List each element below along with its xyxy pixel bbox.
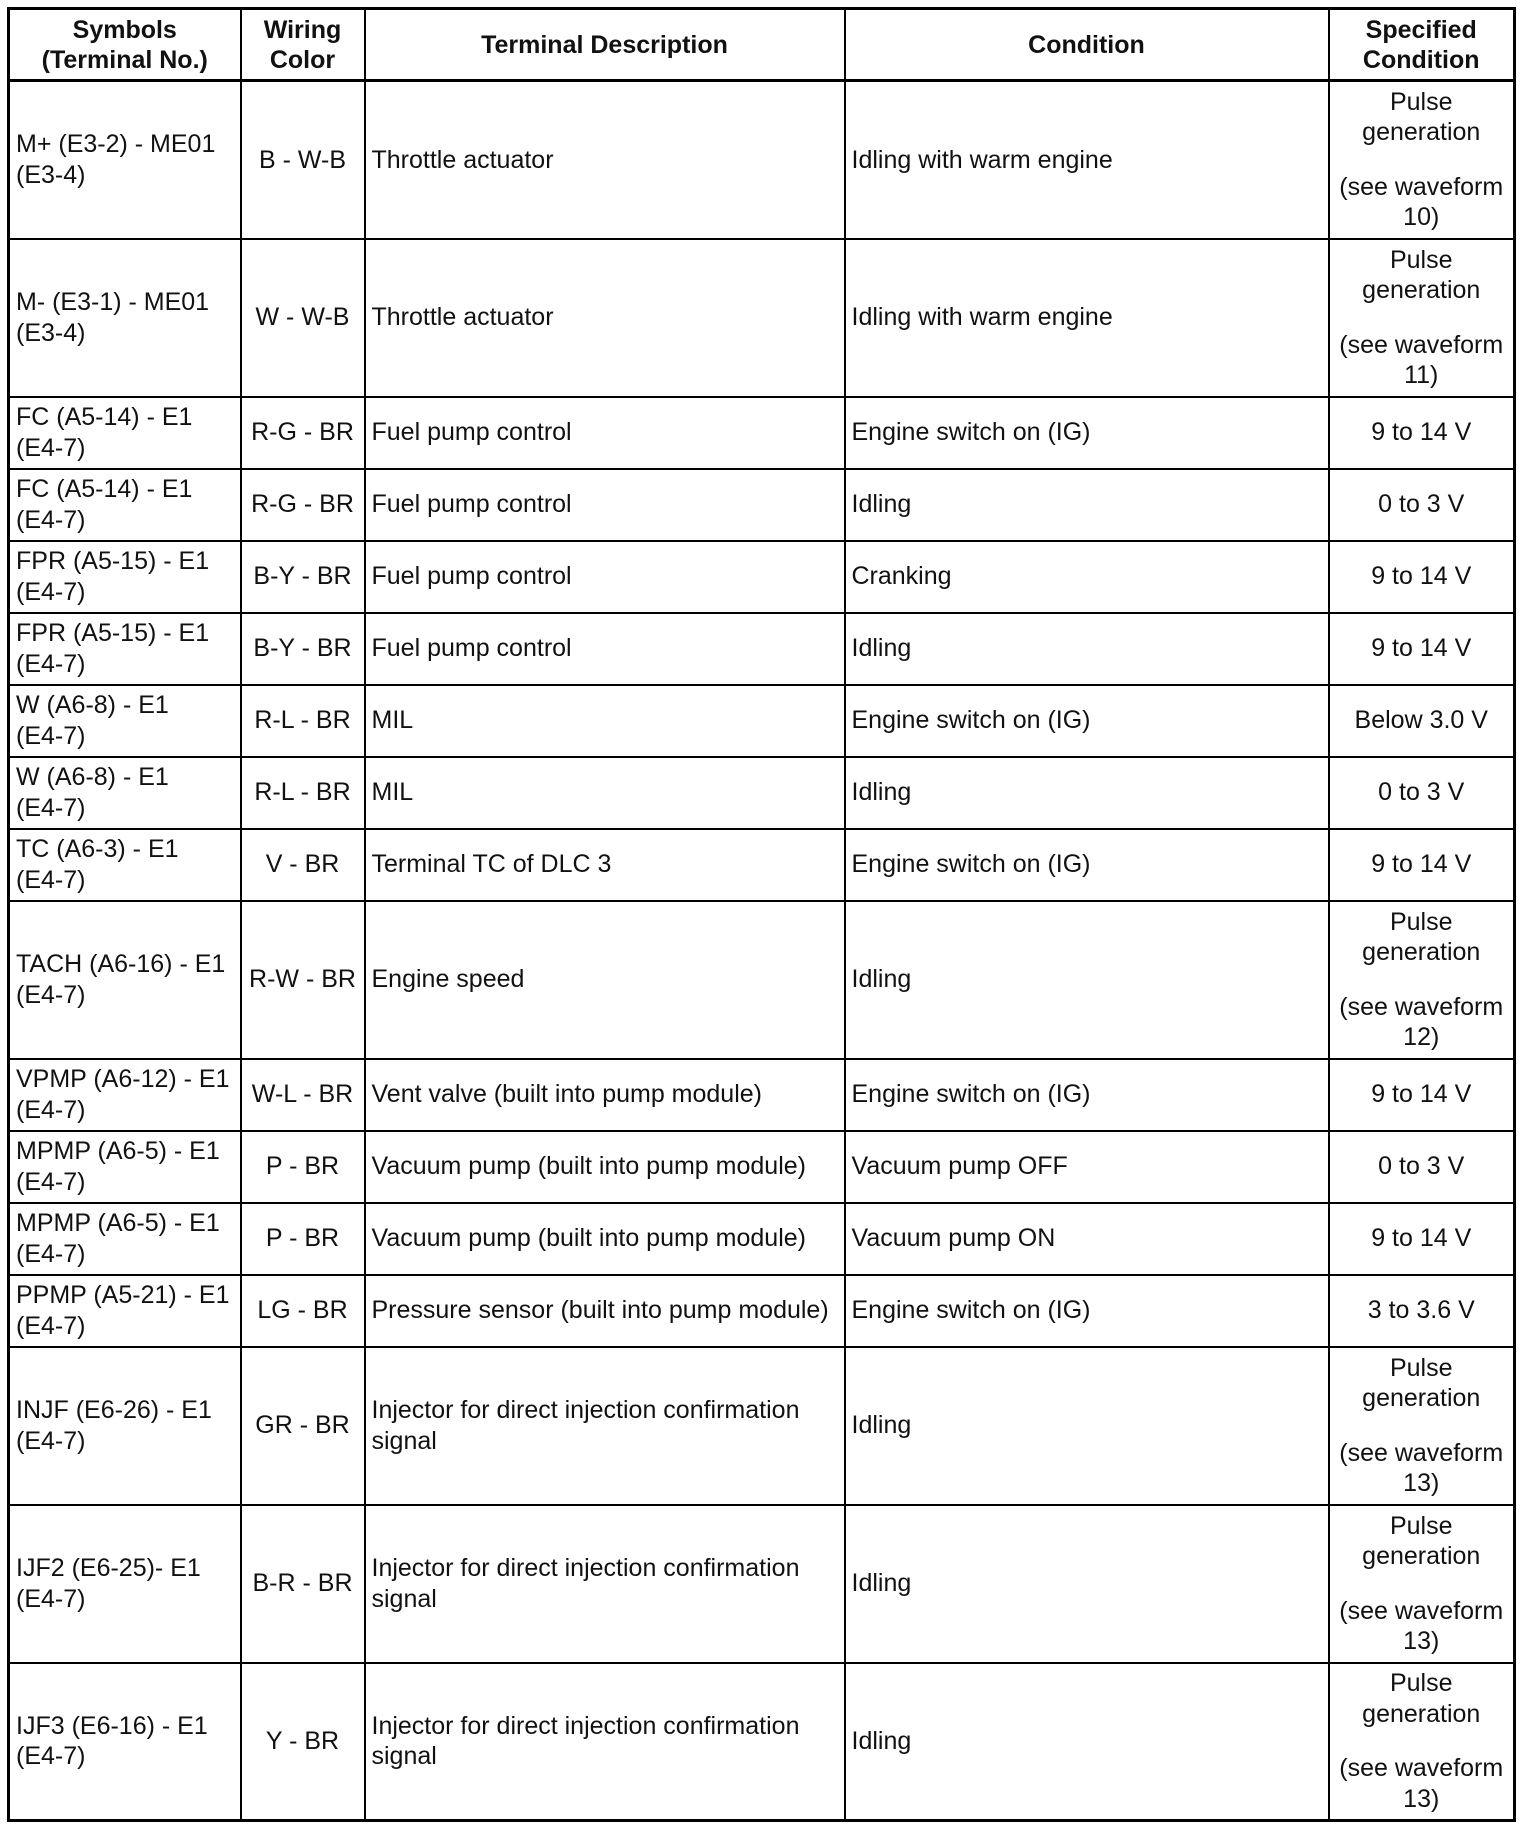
symbol-line: W (A6-8) - E1 — [16, 691, 169, 719]
symbol-line: (E4-7) — [16, 505, 86, 534]
specified-condition-cell — [1329, 685, 1515, 757]
condition-cell: Cranking — [845, 541, 1329, 613]
specified-condition-cell — [1329, 1203, 1515, 1275]
description-line: signal — [371, 1584, 437, 1613]
symbol-line: (E4-7) — [16, 1311, 86, 1340]
condition-cell: Engine switch on (IG) — [845, 1059, 1329, 1131]
symbol-line: IJF3 (E6-16) - E1 — [16, 1711, 208, 1740]
table-row — [9, 1131, 1515, 1203]
header-terminal-description: Terminal Description — [365, 9, 845, 81]
description-line: Engine speed — [371, 965, 525, 994]
table-row — [9, 1059, 1515, 1131]
description-line: Throttle actuator — [371, 145, 554, 174]
specified-condition-cell — [1329, 1663, 1515, 1821]
terminal-description-cell — [365, 1663, 845, 1821]
specified-condition-cell — [1329, 901, 1515, 1059]
specified-condition-cell — [1329, 81, 1515, 239]
symbol-line: (E4-7) — [16, 1426, 86, 1455]
wiring-color-cell: V - BR — [241, 829, 365, 901]
specified-value: 0 to 3 V — [1378, 1152, 1465, 1181]
condition-cell: Vacuum pump OFF — [845, 1131, 1329, 1203]
condition-cell: Engine switch on (IG) — [845, 685, 1329, 757]
header-wiring-line: Wiring — [263, 15, 342, 44]
condition-cell: Idling — [845, 757, 1329, 829]
symbol-cell — [9, 1275, 241, 1347]
symbol-line: M- (E3-1) - ME01 — [16, 288, 210, 316]
wiring-color-cell: W - W-B — [241, 239, 365, 397]
table-row — [9, 469, 1515, 541]
specified-value: 9 to 14 V — [1371, 1224, 1472, 1253]
symbol-cell — [9, 541, 241, 613]
table-row — [9, 685, 1515, 757]
table-row — [9, 757, 1515, 829]
symbol-line: FPR (A5-15) - E1 — [16, 619, 210, 647]
symbol-line: INJF (E6-26) - E1 — [16, 1396, 212, 1424]
symbol-cell — [9, 1663, 241, 1821]
specified-value: Pulse generation — [1362, 907, 1481, 966]
symbol-line: VPMP (A6-12) - E1 — [16, 1065, 230, 1093]
waveform-note: (see waveform 13) — [1339, 1754, 1504, 1813]
symbol-line: (E4-7) — [16, 793, 86, 822]
header-symbols — [9, 9, 241, 81]
waveform-note: (see waveform 11) — [1339, 330, 1504, 389]
symbol-cell — [9, 685, 241, 757]
symbol-cell — [9, 397, 241, 469]
description-line: Vacuum pump (built into pump module) — [371, 1224, 806, 1253]
wiring-color-cell: Y - BR — [241, 1663, 365, 1821]
condition-cell: Vacuum pump ON — [845, 1203, 1329, 1275]
wiring-color-cell: B-R - BR — [241, 1505, 365, 1663]
symbol-line: (E4-7) — [16, 980, 86, 1009]
condition-cell: Idling — [845, 613, 1329, 685]
table-row — [9, 829, 1515, 901]
symbol-line: (E4-7) — [16, 865, 86, 894]
header-specified-line: Specified — [1365, 15, 1477, 44]
terminal-description-cell — [365, 1275, 845, 1347]
symbol-line: MPMP (A6-5) - E1 — [16, 1209, 220, 1237]
header-condition: Condition — [845, 9, 1329, 81]
terminal-description-cell — [365, 1505, 845, 1663]
symbol-line: FPR (A5-15) - E1 — [16, 547, 210, 575]
specified-value: 9 to 14 V — [1371, 634, 1472, 663]
terminal-description-cell — [365, 81, 845, 239]
terminal-description-cell — [365, 1059, 845, 1131]
table-row — [9, 1203, 1515, 1275]
header-row — [9, 9, 1515, 81]
symbol-line: TACH (A6-16) - E1 — [16, 950, 226, 978]
table-row — [9, 541, 1515, 613]
waveform-note: (see waveform 13) — [1339, 1438, 1504, 1497]
specified-value: 0 to 3 V — [1378, 490, 1465, 519]
specified-value: Pulse generation — [1362, 1669, 1481, 1728]
description-line: MIL — [371, 706, 414, 735]
specified-condition-cell — [1329, 469, 1515, 541]
symbol-cell — [9, 1505, 241, 1663]
table-row — [9, 901, 1515, 1059]
specified-condition-cell — [1329, 1505, 1515, 1663]
symbol-cell — [9, 901, 241, 1059]
terminal-description-cell — [365, 829, 845, 901]
symbol-line: (E4-7) — [16, 433, 86, 462]
symbol-cell — [9, 757, 241, 829]
wiring-color-cell: B-Y - BR — [241, 541, 365, 613]
description-line: Fuel pump control — [371, 562, 572, 591]
table-row — [9, 613, 1515, 685]
symbol-line: FC (A5-14) - E1 — [16, 403, 193, 431]
wiring-color-cell: P - BR — [241, 1203, 365, 1275]
description-line: Fuel pump control — [371, 634, 572, 663]
specified-value: Pulse generation — [1362, 87, 1481, 147]
wiring-color-cell: B - W-B — [241, 81, 365, 239]
terminal-description-cell — [365, 1347, 845, 1505]
waveform-note: (see waveform 12) — [1339, 992, 1504, 1051]
condition-cell: Idling — [845, 1347, 1329, 1505]
wiring-color-cell: P - BR — [241, 1131, 365, 1203]
terminal-description-cell — [365, 239, 845, 397]
terminal-description-cell — [365, 469, 845, 541]
symbol-line: (E4-7) — [16, 577, 86, 606]
specified-value: 9 to 14 V — [1371, 562, 1472, 591]
specified-value: 9 to 14 V — [1371, 418, 1472, 447]
table-row — [9, 1275, 1515, 1347]
condition-cell: Idling with warm engine — [845, 81, 1329, 239]
table-row — [9, 1663, 1515, 1821]
description-line: Injector for direct injection confirmation — [371, 1711, 800, 1740]
terminal-description-cell — [365, 1131, 845, 1203]
waveform-note: (see waveform 13) — [1339, 1596, 1504, 1655]
symbol-line: M+ (E3-2) - ME01 — [16, 130, 216, 159]
terminal-description-cell — [365, 613, 845, 685]
specified-value: 0 to 3 V — [1378, 778, 1465, 807]
symbol-line: (E4-7) — [16, 649, 86, 678]
symbol-line: IJF2 (E6-25)- E1 — [16, 1554, 201, 1582]
header-specified-line: Condition — [1362, 45, 1480, 74]
condition-cell: Idling — [845, 901, 1329, 1059]
specified-value: Pulse generation — [1362, 1511, 1481, 1570]
wiring-color-cell: R-L - BR — [241, 685, 365, 757]
symbol-line: (E4-7) — [16, 1167, 86, 1196]
symbol-line: PPMP (A5-21) - E1 — [16, 1281, 230, 1309]
symbol-cell — [9, 1131, 241, 1203]
specified-condition-cell — [1329, 829, 1515, 901]
condition-cell: Engine switch on (IG) — [845, 1275, 1329, 1347]
specified-condition-cell — [1329, 1059, 1515, 1131]
condition-cell: Engine switch on (IG) — [845, 397, 1329, 469]
symbol-cell — [9, 613, 241, 685]
table-row — [9, 239, 1515, 397]
description-line: Throttle actuator — [371, 303, 554, 332]
header-specified-condition — [1329, 9, 1515, 81]
terminal-description-cell — [365, 397, 845, 469]
description-line: signal — [371, 1742, 437, 1771]
symbol-cell — [9, 1347, 241, 1505]
symbol-line: (E3-4) — [16, 160, 86, 189]
symbol-cell — [9, 469, 241, 541]
terminal-description-cell — [365, 757, 845, 829]
terminal-description-cell — [365, 541, 845, 613]
specified-condition-cell — [1329, 541, 1515, 613]
description-line: Pressure sensor (built into pump module) — [371, 1296, 829, 1325]
symbol-line: (E4-7) — [16, 721, 86, 750]
specified-value: Pulse generation — [1362, 245, 1481, 304]
condition-cell: Engine switch on (IG) — [845, 829, 1329, 901]
symbol-line: (E4-7) — [16, 1095, 86, 1124]
symbol-cell — [9, 239, 241, 397]
symbol-line: TC (A6-3) - E1 — [16, 835, 179, 863]
symbol-line: MPMP (A6-5) - E1 — [16, 1137, 220, 1165]
condition-cell: Idling with warm engine — [845, 239, 1329, 397]
symbol-line: (E4-7) — [16, 1239, 86, 1268]
symbol-line: (E4-7) — [16, 1742, 86, 1771]
symbol-cell — [9, 829, 241, 901]
specified-value: 9 to 14 V — [1371, 850, 1472, 879]
table-row — [9, 1505, 1515, 1663]
description-line: Vent valve (built into pump module) — [371, 1080, 762, 1109]
symbol-cell — [9, 81, 241, 239]
specified-condition-cell — [1329, 757, 1515, 829]
wiring-color-cell: R-W - BR — [241, 901, 365, 1059]
description-line: Fuel pump control — [371, 490, 572, 519]
symbol-cell — [9, 1203, 241, 1275]
symbol-cell — [9, 1059, 241, 1131]
header-symbols-line: Symbols — [72, 15, 177, 44]
terminal-spec-table — [7, 7, 1516, 1822]
terminal-description-cell — [365, 1203, 845, 1275]
specified-condition-cell — [1329, 1131, 1515, 1203]
specified-condition-cell — [1329, 397, 1515, 469]
specified-condition-cell — [1329, 1347, 1515, 1505]
specified-value: 9 to 14 V — [1371, 1080, 1472, 1109]
description-line: signal — [371, 1426, 437, 1455]
description-line: Terminal TC of DLC 3 — [371, 850, 612, 879]
wiring-color-cell: R-G - BR — [241, 397, 365, 469]
wiring-color-cell: B-Y - BR — [241, 613, 365, 685]
terminal-spec-sheet — [7, 7, 1513, 1819]
table-row — [9, 1347, 1515, 1505]
specified-condition-cell — [1329, 1275, 1515, 1347]
waveform-note: (see waveform 10) — [1339, 172, 1504, 232]
terminal-description-cell — [365, 901, 845, 1059]
wiring-color-cell: R-G - BR — [241, 469, 365, 541]
table-body — [9, 81, 1515, 1821]
header-symbols-line: (Terminal No.) — [41, 45, 208, 74]
specified-value: 3 to 3.6 V — [1367, 1296, 1475, 1325]
description-line: Vacuum pump (built into pump module) — [371, 1152, 806, 1181]
terminal-description-cell — [365, 685, 845, 757]
table-row — [9, 81, 1515, 239]
header-wiring-color — [241, 9, 365, 81]
description-line: MIL — [371, 778, 414, 807]
wiring-color-cell: LG - BR — [241, 1275, 365, 1347]
condition-cell: Idling — [845, 1505, 1329, 1663]
wiring-color-cell: R-L - BR — [241, 757, 365, 829]
condition-cell: Idling — [845, 1663, 1329, 1821]
symbol-line: FC (A5-14) - E1 — [16, 475, 193, 503]
wiring-color-cell: W-L - BR — [241, 1059, 365, 1131]
header-wiring-line: Color — [269, 45, 336, 74]
description-line: Injector for direct injection confirmation — [371, 1396, 800, 1424]
wiring-color-cell: GR - BR — [241, 1347, 365, 1505]
condition-cell: Idling — [845, 469, 1329, 541]
description-line: Injector for direct injection confirmation — [371, 1554, 800, 1582]
specified-value: Below 3.0 V — [1354, 706, 1488, 735]
description-line: Fuel pump control — [371, 418, 572, 447]
symbol-line: W (A6-8) - E1 — [16, 763, 169, 791]
table-row — [9, 397, 1515, 469]
symbol-line: (E4-7) — [16, 1584, 86, 1613]
specified-condition-cell — [1329, 613, 1515, 685]
specified-value: Pulse generation — [1362, 1353, 1481, 1412]
symbol-line: (E3-4) — [16, 318, 86, 347]
specified-condition-cell — [1329, 239, 1515, 397]
